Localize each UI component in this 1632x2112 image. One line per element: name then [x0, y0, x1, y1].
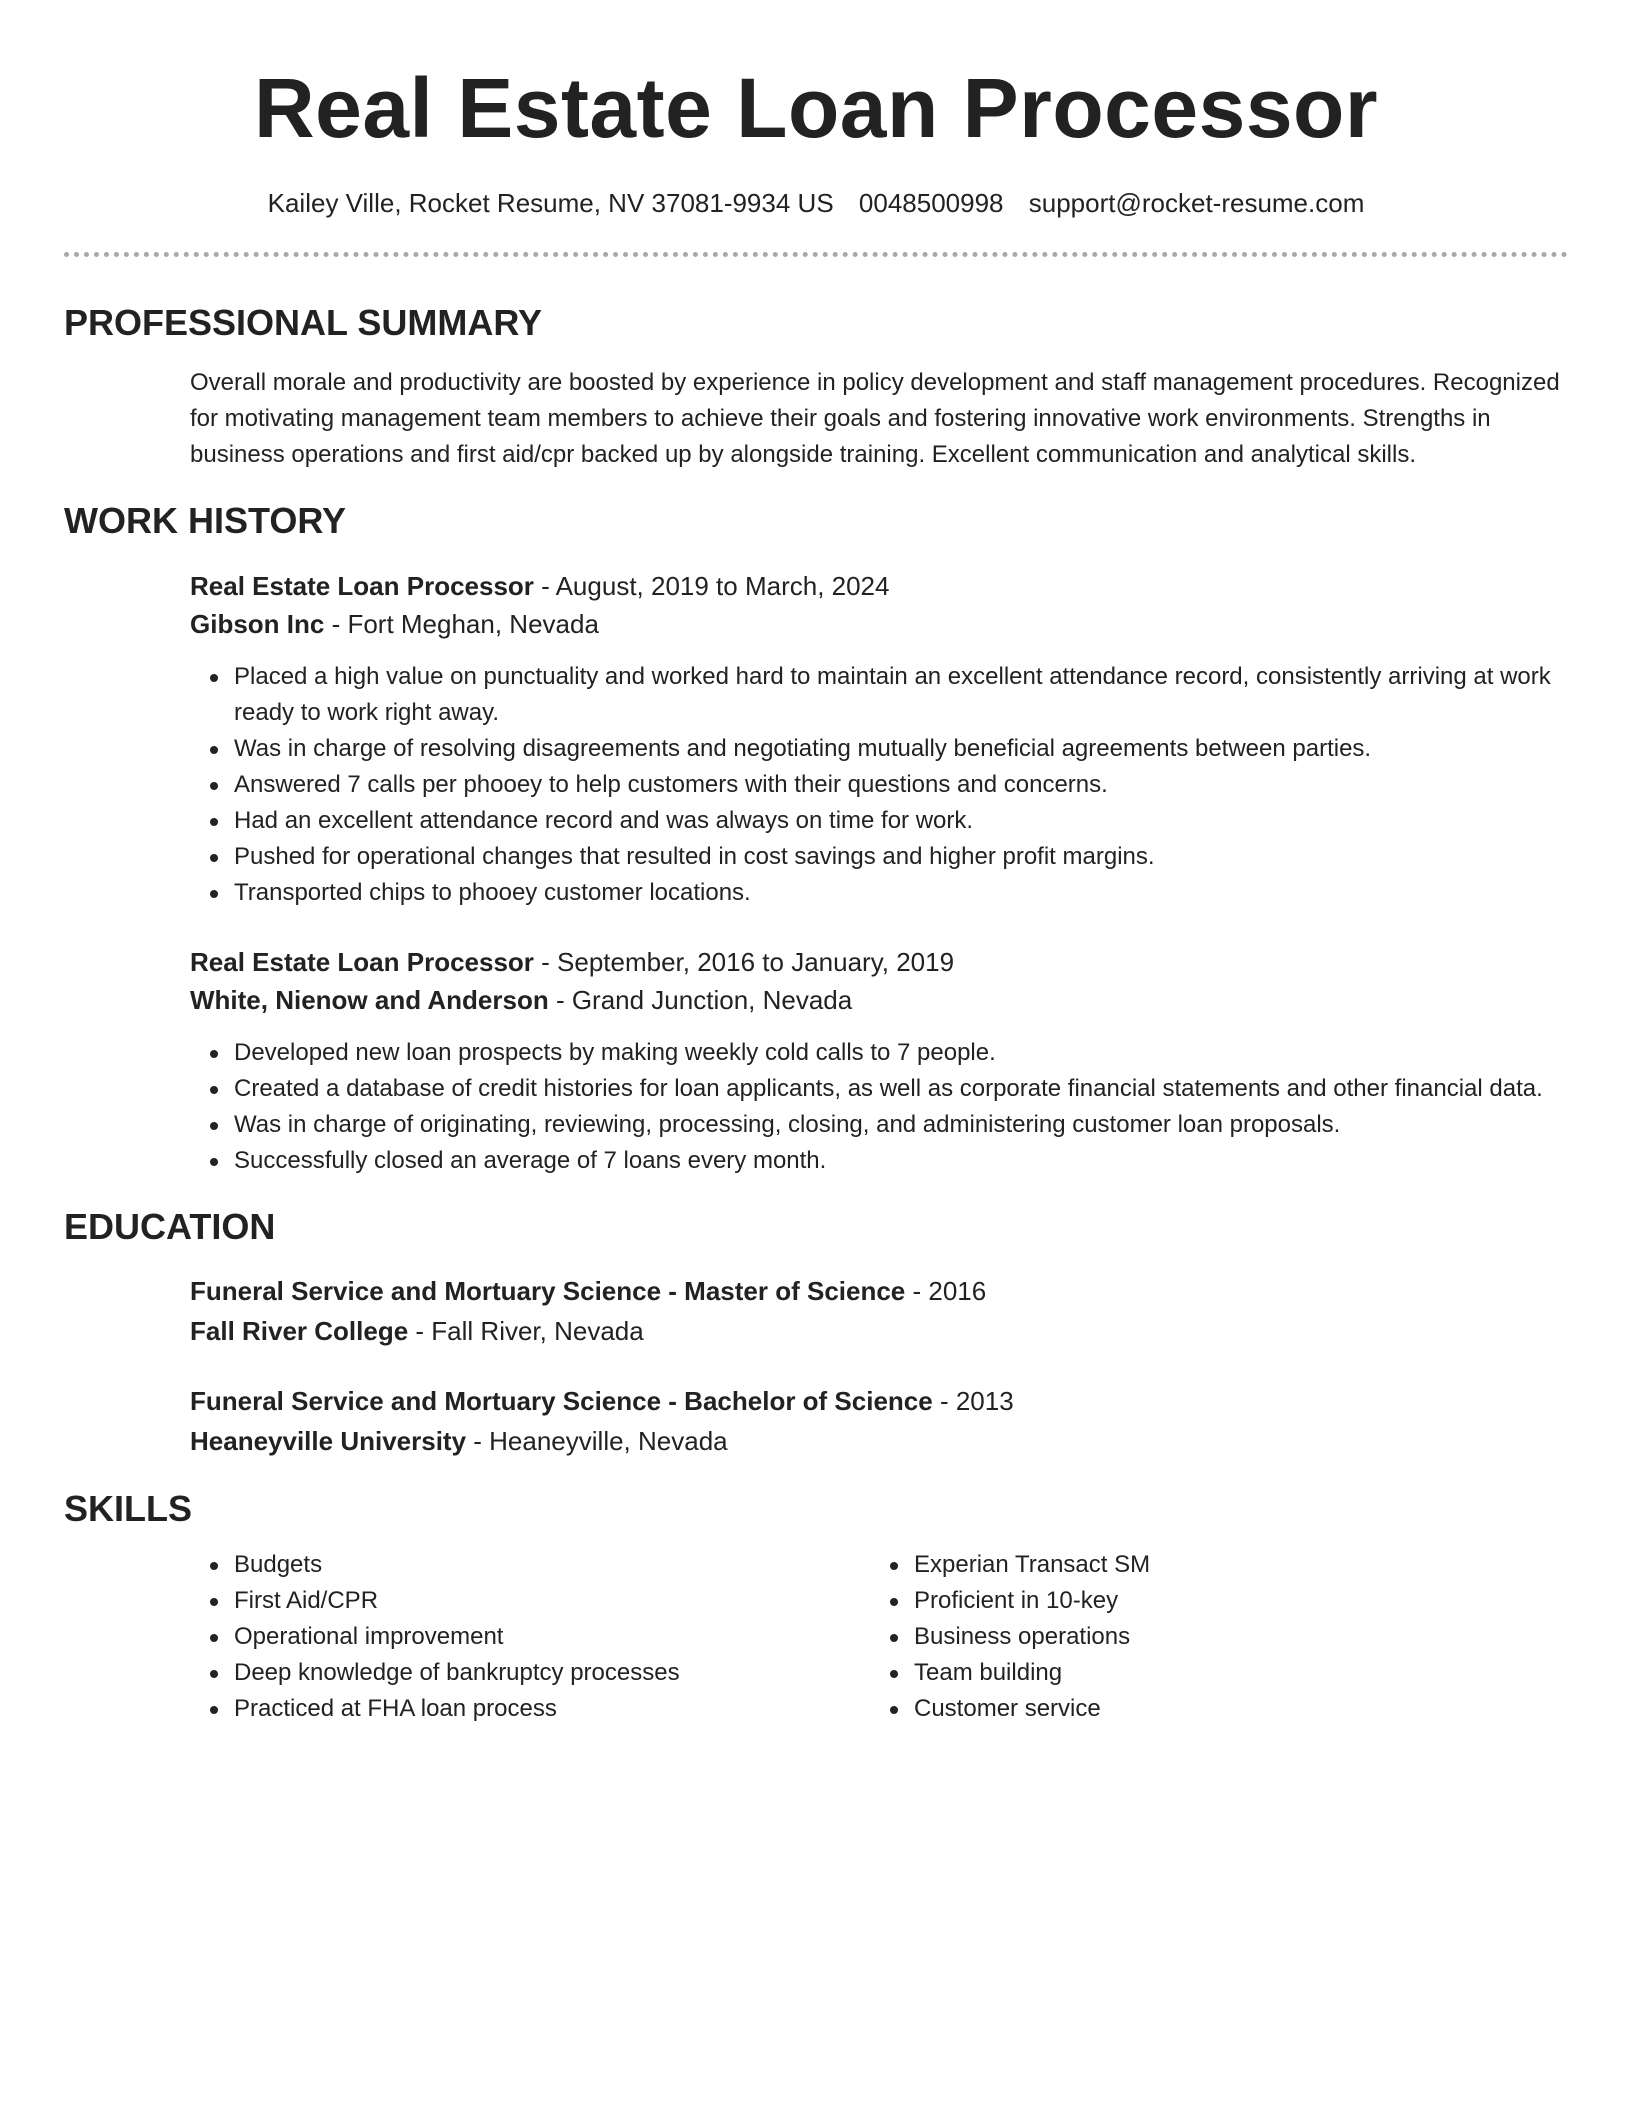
degree-year: - 2013	[932, 1386, 1014, 1416]
school: Heaneyville University	[190, 1426, 467, 1456]
degree: Funeral Service and Mortuary Science - Master of Science	[190, 1276, 906, 1306]
skills-heading: SKILLS	[64, 1488, 193, 1529]
skill-item: Practiced at FHA loan process	[234, 1691, 870, 1727]
list-item: Placed a high value on punctuality and worked hard to maintain an excellent attendance record, consistently arriving at work ready to work right away.	[234, 659, 1568, 731]
list-item: Transported chips to phooey customer locations.	[234, 875, 1568, 911]
job-company-line	[190, 605, 1568, 643]
job-bullets	[190, 1035, 1568, 1179]
skill-item: First Aid/CPR	[234, 1583, 870, 1619]
education-entry	[64, 1271, 1568, 1351]
job-company-line	[190, 981, 1568, 1019]
job-entry	[64, 567, 1568, 911]
job-bullets	[190, 659, 1568, 911]
list-item: Was in charge of originating, reviewing, processing, closing, and administering customer loan proposals.	[234, 1107, 1568, 1143]
summary-heading: PROFESSIONAL SUMMARY	[64, 302, 543, 343]
education-entry	[64, 1381, 1568, 1461]
school-line	[190, 1421, 1568, 1461]
skill-item: Experian Transact SM	[914, 1547, 1550, 1583]
work-history-section	[64, 499, 1568, 1179]
job-dates: - September, 2016 to January, 2019	[533, 947, 955, 977]
school-line	[190, 1311, 1568, 1351]
contact-email: support@rocket-resume.com	[1028, 188, 1365, 218]
degree: Funeral Service and Mortuary Science - Bachelor of Science	[190, 1386, 933, 1416]
list-item: Answered 7 calls per phooey to help customers with their questions and concerns.	[234, 767, 1568, 803]
job-company: White, Nienow and Anderson	[190, 985, 549, 1015]
job-location: - Fort Meghan, Nevada	[324, 609, 599, 639]
candidate-title: Real Estate Loan Processor	[253, 61, 1379, 155]
header-divider	[64, 252, 1568, 257]
school: Fall River College	[190, 1316, 409, 1346]
job-location: - Grand Junction, Nevada	[548, 985, 853, 1015]
skills-left-column	[190, 1547, 870, 1727]
list-item: Was in charge of resolving disagreements and negotiating mutually beneficial agreements between parties.	[234, 731, 1568, 767]
education-heading: EDUCATION	[64, 1206, 276, 1247]
job-dates: - August, 2019 to March, 2024	[533, 571, 890, 601]
degree-year: - 2016	[905, 1276, 987, 1306]
contact-address: Kailey Ville, Rocket Resume, NV 37081-9934 US	[267, 188, 834, 218]
skill-item: Budgets	[234, 1547, 870, 1583]
contact-phone: 0048500998	[858, 188, 1004, 218]
work-history-heading: WORK HISTORY	[64, 500, 347, 541]
job-title-line	[190, 943, 1568, 981]
skill-item: Customer service	[914, 1691, 1550, 1727]
summary-section	[64, 301, 1568, 473]
skills-columns	[64, 1547, 1568, 1727]
list-item: Developed new loan prospects by making weekly cold calls to 7 people.	[234, 1035, 1568, 1071]
degree-line	[190, 1381, 1568, 1421]
degree-line	[190, 1271, 1568, 1311]
skill-item: Proficient in 10-key	[914, 1583, 1550, 1619]
skills-section	[64, 1487, 1568, 1727]
education-section	[64, 1205, 1568, 1461]
job-company: Gibson Inc	[190, 609, 325, 639]
list-item: Pushed for operational changes that resulted in cost savings and higher profit margins.	[234, 839, 1568, 875]
skill-item: Deep knowledge of bankruptcy processes	[234, 1655, 870, 1691]
job-title-line	[190, 567, 1568, 605]
school-location: - Heaneyville, Nevada	[466, 1426, 728, 1456]
job-entry	[64, 943, 1568, 1179]
list-item: Created a database of credit histories for loan applicants, as well as corporate financial statements and other financial data.	[234, 1071, 1568, 1107]
summary-text: Overall morale and productivity are boosted by experience in policy development and staff management procedures. Recognized for motivating management team members to achieve their goals and fostering innovative work environments. Strengths in business operations and first aid/cpr backed up by alongside training. Excellent communication and analytical skills.	[190, 369, 1560, 468]
skills-right-column	[870, 1547, 1550, 1727]
skill-item: Team building	[914, 1655, 1550, 1691]
school-location: - Fall River, Nevada	[408, 1316, 644, 1346]
job-role: Real Estate Loan Processor	[190, 571, 534, 601]
skill-item: Operational improvement	[234, 1619, 870, 1655]
resume-header	[64, 0, 1568, 220]
list-item: Had an excellent attendance record and was always on time for work.	[234, 803, 1568, 839]
skill-item: Business operations	[914, 1619, 1550, 1655]
list-item: Successfully closed an average of 7 loans every month.	[234, 1143, 1568, 1179]
contact-line	[64, 186, 1568, 220]
job-role: Real Estate Loan Processor	[190, 947, 534, 977]
